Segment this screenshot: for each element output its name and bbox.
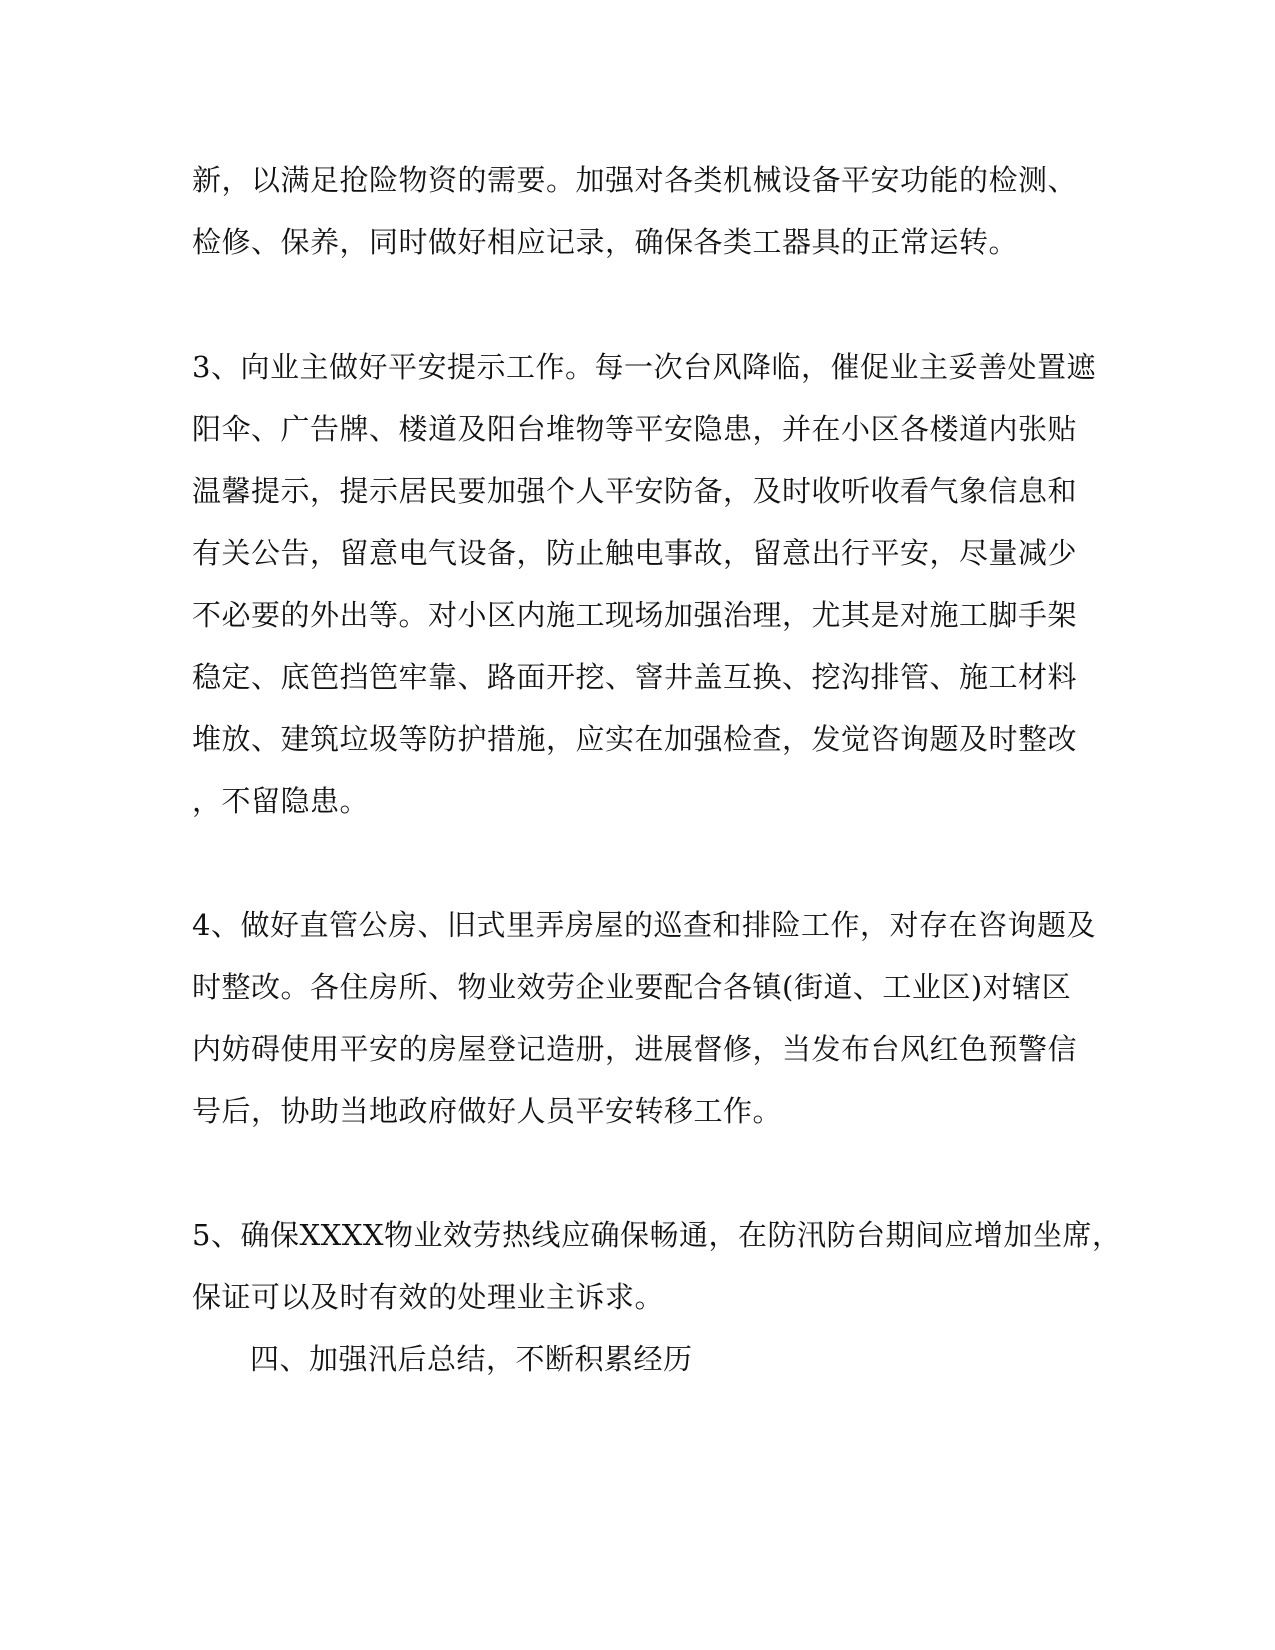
text-line: 温馨提示，提示居民要加强个人平安防备，及时收听收看气象信息和 (192, 474, 1078, 508)
text-line: 阳伞、广告牌、楼道及阳台堆物等平安隐患，并在小区各楼道内张贴 (192, 412, 1078, 446)
text-line: 检修、保养，同时做好相应记录，确保各类工器具的正常运转。 (192, 225, 1019, 259)
text-line: 稳定、底笆挡笆牢靠、路面开挖、窨井盖互换、挖沟排管、施工材料 (192, 660, 1078, 694)
paragraph-3-line: 3、向业主做好平安提示工作。每一次台风降临，催促业主妥善处置遮 (192, 350, 1096, 384)
paragraph-5-line: 5、确保XXXX物业效劳热线应确保畅通，在防汛防台期间应增加坐席， (192, 1218, 1122, 1252)
text-line: 内妨碍使用平安的房屋登记造册，进展督修，当发布台风红色预警信 (192, 1032, 1078, 1066)
text-line: 号后，协助当地政府做好人员平安转移工作。 (192, 1094, 783, 1128)
section-heading: 四、加强汛后总结，不断积累经历 (250, 1342, 693, 1376)
text-line: 新，以满足抢险物资的需要。加强对各类机械设备平安功能的检测、 (192, 163, 1078, 197)
text-line: 不必要的外出等。对小区内施工现场加强治理，尤其是对施工脚手架 (192, 598, 1078, 632)
text-line: 保证可以及时有效的处理业主诉求。 (192, 1280, 665, 1314)
text-line: ，不留隐患。 (192, 784, 370, 818)
text-line: 堆放、建筑垃圾等防护措施，应实在加强检查，发觉咨询题及时整改 (192, 722, 1078, 756)
text-line: 时整改。各住房所、物业效劳企业要配合各镇(街道、工业区)对辖区 (192, 970, 1072, 1004)
paragraph-4-line: 4、做好直管公房、旧式里弄房屋的巡查和排险工作，对存在咨询题及 (192, 908, 1096, 942)
text-line: 有关公告，留意电气设备，防止触电事故，留意出行平安，尽量减少 (192, 536, 1078, 570)
